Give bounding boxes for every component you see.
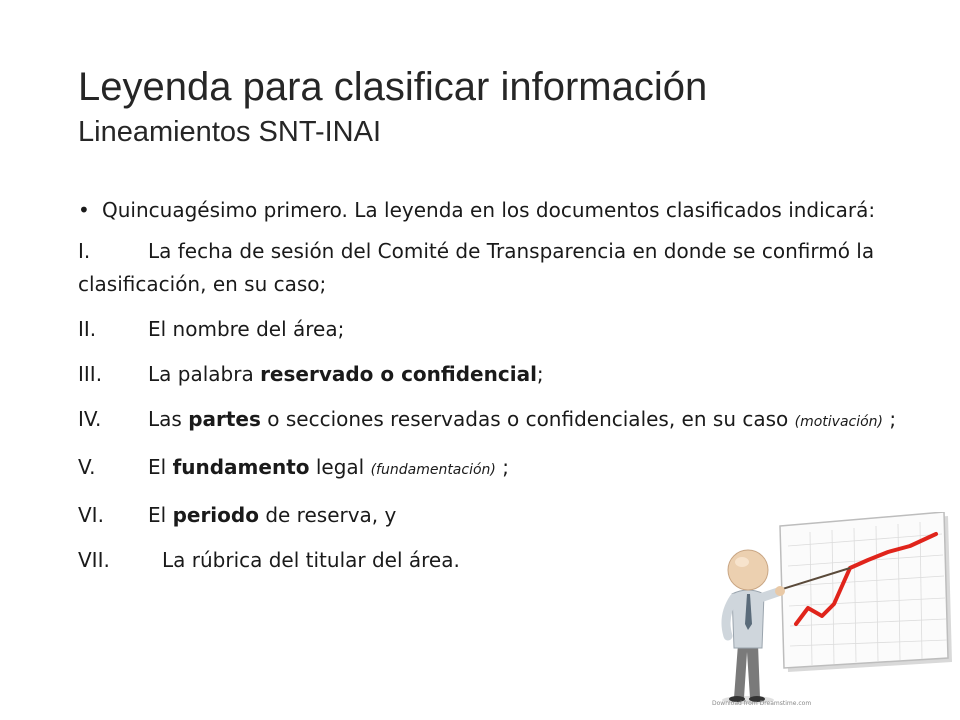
item-text: legal [309, 455, 371, 479]
item-text: El [148, 455, 173, 479]
bullet-text: Quincuagésimo primero. La leyenda en los documentos clasificados indicará: [102, 198, 876, 222]
item-text-bold: partes [188, 407, 261, 431]
item-number: II. [78, 317, 97, 341]
item-text: Las [148, 407, 189, 431]
item-text: de reserva, y [258, 503, 397, 527]
list-item-ii [78, 313, 898, 346]
item-number: V. [78, 455, 96, 479]
list-item-iv [78, 403, 898, 439]
item-note: (motivación) [794, 414, 884, 430]
item-text: El nombre del área; [148, 317, 345, 341]
item-text: o secciones reservadas o confidenciales, en su caso [260, 407, 795, 431]
item-number: I. [78, 239, 91, 263]
item-text: La fecha de sesión del Comité de Transparencia en donde se confirmó la clasificación, en su caso; [78, 239, 875, 296]
item-text: La rúbrica del titular del área. [162, 548, 460, 572]
item-text: El [148, 503, 173, 527]
figure-head-highlight [735, 557, 749, 567]
list-item-iii [78, 358, 898, 391]
figure-legs [734, 644, 760, 698]
item-text: ; [883, 407, 897, 431]
list-item-i [78, 235, 898, 301]
stock-watermark: Download from Dreamstime.com [712, 700, 812, 707]
item-number: III. [78, 362, 103, 386]
figure-arm [760, 592, 778, 598]
item-note: (fundamentación) [370, 462, 496, 478]
figure-hand [775, 586, 785, 596]
item-text-bold: fundamento [172, 455, 310, 479]
item-text: ; [495, 455, 509, 479]
item-text-bold: periodo [172, 503, 259, 527]
item-text-bold: reservado o confidencial [260, 362, 537, 386]
item-number: VII. [78, 548, 110, 572]
list-item-v [78, 451, 898, 487]
item-number: IV. [78, 407, 102, 431]
bullet-symbol: • [78, 198, 90, 222]
presenter-chart-icon [700, 512, 956, 712]
figure-head [728, 550, 768, 590]
item-text: La palabra [148, 362, 261, 386]
slide-subtitle: Lineamientos SNT-INAI [78, 116, 382, 148]
item-text: ; [536, 362, 544, 386]
item-number: VI. [78, 503, 104, 527]
bullet-item [78, 194, 898, 227]
slide-title: Leyenda para clasificar información [78, 65, 708, 109]
